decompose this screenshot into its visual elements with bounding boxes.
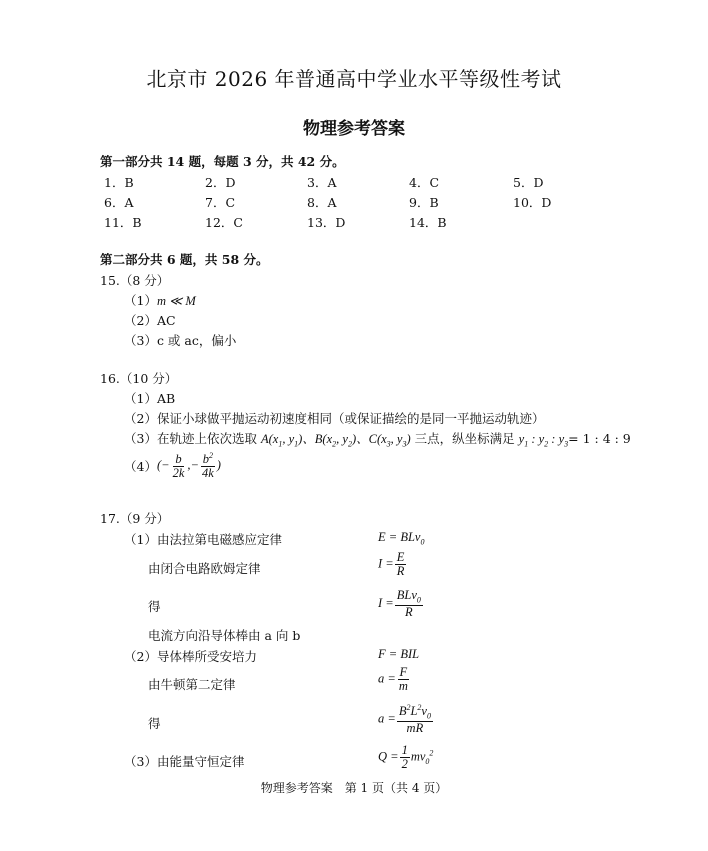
q15-answer-1-expr: m ≪ M [156,294,196,308]
q17-step-3-text: 得 [148,599,161,614]
q17-step-6-text: 由牛顿第二定律 [148,677,236,692]
part1-heading: 第一部分共 14 题，每题 3 分，共 42 分。 [100,154,345,169]
q17-step-8-equation: Q = $\frac{1}{2}$ $mv_0^2$ [378,743,434,772]
q16-answer-4 [124,452,221,480]
mc-answer: 7．C [205,195,236,210]
q16-answer-3-mid: 三点，纵坐标满足 [414,431,515,446]
mc-answer: 13．D [307,215,346,230]
mc-answer: 2．D [205,175,236,190]
part2-heading: 第二部分共 6 题，共 58 分。 [100,252,269,267]
q17-step-2-text: 由闭合电路欧姆定律 [148,561,261,576]
q16-answer-1: （1）AB [124,391,176,406]
q15-answer-1-label: （1） [124,293,157,308]
document-title: 北京市 2026 年普通高中学业水平等级性考试 [146,67,562,91]
mc-answer: 5．D [513,175,544,190]
mc-answer: 12．C [205,215,243,230]
q16-heading: 16.（10 分） [100,371,178,386]
mc-answer: 4．C [409,175,440,190]
q16-answer-3-lead: （3）在轨迹上依次选取 [124,431,257,446]
q16-answer-3 [124,429,631,449]
mc-answer: 6．A [104,195,134,210]
q17-heading: 17.（9 分） [100,511,170,526]
q17-step-7-text: 得 [148,716,161,731]
mc-answer: 14．B [409,215,447,230]
q16-answer-2: （2）保证小球做平抛运动初速度相同（或保证描绘的是同一平抛运动轨迹） [124,411,545,426]
q15-heading: 15.（8 分） [100,273,170,288]
q17-step-5-text: （2）导体棒所受安培力 [124,649,257,664]
q15-answer-2: （2）AC [124,313,176,328]
document-subtitle: 物理参考答案 [303,119,405,139]
mc-answer: 1．B [104,175,134,190]
mc-answer: 3．A [307,175,337,190]
q17-step-5-equation: F = BIL [378,647,420,661]
page-footer: 物理参考答案 第 1 页（共 4 页） [260,781,448,795]
q15-answer-1 [124,291,196,309]
mc-answer: 10．D [513,195,552,210]
mc-answer: 8．A [307,195,337,210]
q17-step-7-equation: a = $\frac{B^2L^2v_0}{mR}$ [378,703,431,736]
q16-ratio-formula: $y_1$ : $y_2$ : $y_3$ [518,432,569,449]
q16-answer-4-label: （4） [124,459,157,475]
q17-step-4-text: 电流方向沿导体棒由 a 向 b [148,628,301,643]
q15-answer-3: （3）c 或 ac，偏小 [124,333,237,348]
q17-step-1-equation-text: E = BLv [378,530,421,544]
mc-answer: 9．B [409,195,439,210]
q16-ratio-value: = 1 : 4 : 9 [568,431,631,446]
q17-step-1-text: （1）由法拉第电磁感应定律 [124,532,282,547]
q17-step-6-equation: a = $\frac{F}{m}$ [378,665,408,694]
q17-step-3-equation: I = $\frac{BLv_0}{R}$ [378,588,421,619]
q17-step-8-text: （3）由能量守恒定律 [124,754,245,769]
q16-vertex-formula: (− $\frac{b}{2k}$ ,− $\frac{b^2}{4k}$ ) [156,451,221,481]
q17-step-1-equation: E = BLv$_0$ [378,530,425,547]
q16-points-formula: $A(x_1$, $y_1$)、$B(x_2$, $y_2$)、$C(x_3$, $y_3$) [260,432,411,449]
q17-step-2-equation: I = $\frac{E}{R}$ [378,550,405,579]
mc-answer: 11．B [104,215,142,230]
